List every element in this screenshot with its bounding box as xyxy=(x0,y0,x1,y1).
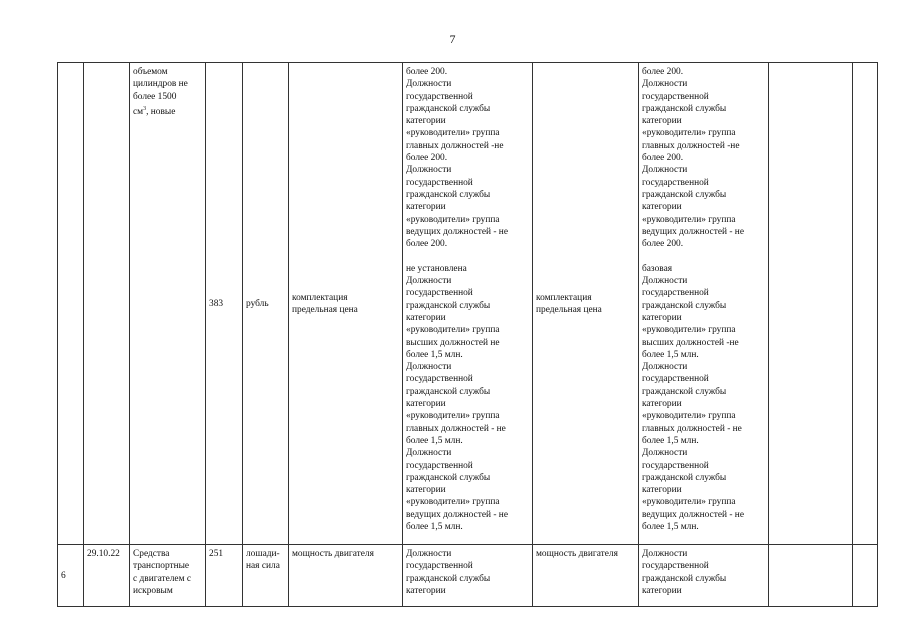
characteristic-cell: комплектация предельная цена xyxy=(289,63,403,545)
unit-code-cell: 251 xyxy=(206,545,243,607)
extra-cell xyxy=(853,545,878,607)
characteristic-cell-2: комплектация предельная цена xyxy=(533,63,639,545)
procurement-requirements-table xyxy=(57,62,878,607)
unit-code-cell: 383 xyxy=(206,63,243,545)
table-row xyxy=(58,63,878,545)
extra-cell xyxy=(853,63,878,545)
extra-cell xyxy=(769,545,853,607)
unit-name-cell: лошади- ная сила xyxy=(243,545,289,607)
value-cell: более 200. Должности государственной гражданской службы категории «руководители» группа главных должностей -не более 200. Должности государственной гражданской службы категории «руководители» группа ведущих должностей - не более 200. не установлена Должности государственной гражданской службы категории «руководители» группа высших должностей не более 1,5 млн. Должности государственной гражданской службы категории «руководители» группа главных должностей - не более 1,5 млн. Должности государственной гражданской службы категории «руководители» группа ведущих должностей - не более 1,5 млн. xyxy=(403,63,533,545)
okpd-code-cell: 29.10.22 xyxy=(84,545,130,607)
item-name-cell: Средства транспортные с двигателем с искровым xyxy=(130,545,206,607)
unit-name-cell: рубль xyxy=(243,63,289,545)
value-cell-2: более 200. Должности государственной гражданской службы категории «руководители» группа главных должностей -не более 200. Должности государственной гражданской службы категории «руководители» группа ведущих должностей - не более 200. базовая Должности государственной гражданской службы категории «руководители» группа высших должностей -не более 1,5 млн. Должности государственной гражданской службы категории «руководители» группа главных должностей - не более 1,5 млн. Должности государственной гражданской службы категории «руководители» группа ведущих должностей - не более 1,5 млн. xyxy=(639,63,769,545)
row-number-cell: 6 xyxy=(58,545,84,607)
characteristic-cell: мощность двигателя xyxy=(289,545,403,607)
characteristic-cell-2: мощность двигателя xyxy=(533,545,639,607)
value-cell: Должности государственной гражданской службы категории xyxy=(403,545,533,607)
value-cell-2: Должности государственной гражданской службы категории xyxy=(639,545,769,607)
extra-cell xyxy=(769,63,853,545)
table-row xyxy=(58,545,878,607)
okpd-code-cell xyxy=(84,63,130,545)
item-name-cell: объемом цилиндров не более 1500 $см^3$, новые xyxy=(130,63,206,545)
page-number: 7 xyxy=(449,32,456,46)
row-number-cell xyxy=(58,63,84,545)
